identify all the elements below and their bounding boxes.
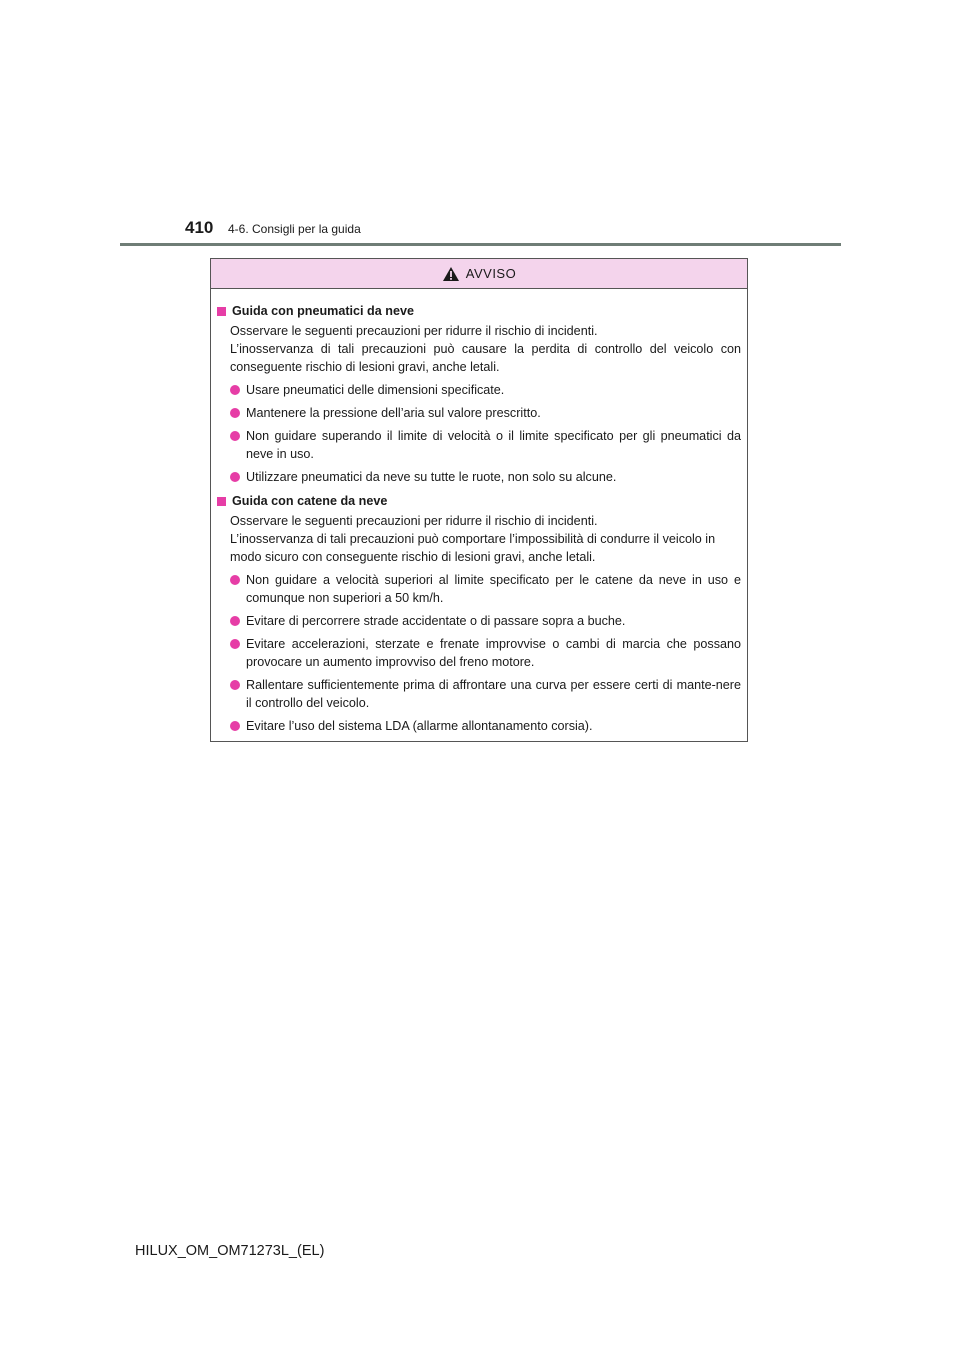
square-bullet-icon xyxy=(217,307,226,316)
section-heading-text: Guida con catene da neve xyxy=(232,494,388,508)
list-item xyxy=(217,404,741,422)
warning-body xyxy=(211,289,747,735)
warning-header xyxy=(211,259,747,289)
list-item xyxy=(217,468,741,486)
section-snow-tires xyxy=(217,302,741,486)
list-item-text: Evitare l’uso del sistema LDA (allarme allontanamento corsia). xyxy=(246,719,593,733)
list-item-text: Non guidare superando il limite di velocità o il limite specificato per gli pneumatici da neve in uso. xyxy=(246,429,741,461)
list-item xyxy=(217,427,741,463)
section-heading xyxy=(217,492,741,510)
list-item-text: Mantenere la pressione dell’aria sul valore prescritto. xyxy=(246,406,541,420)
section-title: 4-6. Consigli per la guida xyxy=(228,222,361,236)
list-item xyxy=(217,635,741,671)
section-heading-text: Guida con pneumatici da neve xyxy=(232,304,414,318)
section-heading xyxy=(217,302,741,320)
round-bullet-icon xyxy=(230,721,240,731)
square-bullet-icon xyxy=(217,497,226,506)
round-bullet-icon xyxy=(230,680,240,690)
list-item-text: Evitare di percorrere strade accidentate o di passare sopra a buche. xyxy=(246,614,626,628)
page-number: 410 xyxy=(185,218,214,237)
warning-box xyxy=(210,258,748,742)
list-item-text: Rallentare sufficientemente prima di affrontare una curva per essere certi di mante-nere il controllo del veicolo. xyxy=(246,678,741,710)
section-intro xyxy=(217,512,741,566)
intro-line: L’inosservanza di tali precauzioni può comportare l’impossibilità di condurre il veicolo in modo sicuro con conseguente rischio di lesioni gravi, anche letali. xyxy=(230,532,716,564)
section-intro xyxy=(217,322,741,376)
list-item-text: Non guidare a velocità superiori al limite specificato per le catene da neve in uso e comunque non superiori a 50 km/h. xyxy=(246,573,741,605)
list-item-text: Usare pneumatici delle dimensioni specificate. xyxy=(246,383,505,397)
section-snow-chains xyxy=(217,492,741,735)
footer-doc-code: HILUX_OM_OM71273L_(EL) xyxy=(135,1243,325,1259)
intro-line: Osservare le seguenti precauzioni per ridurre il rischio di incidenti. xyxy=(230,324,598,338)
list-item xyxy=(217,381,741,399)
list-item xyxy=(217,717,741,735)
round-bullet-icon xyxy=(230,408,240,418)
list-item-text: Utilizzare pneumatici da neve su tutte le ruote, non solo su alcune. xyxy=(246,470,617,484)
warning-triangle-icon xyxy=(442,266,460,282)
intro-line: L’inosservanza di tali precauzioni può causare la perdita di controllo del veicolo con conseguente rischio di lesioni gravi, anche letali. xyxy=(230,342,741,374)
list-item xyxy=(217,571,741,607)
warning-title: AVVISO xyxy=(465,266,517,281)
round-bullet-icon xyxy=(230,616,240,626)
list-item xyxy=(217,676,741,712)
round-bullet-icon xyxy=(230,431,240,441)
round-bullet-icon xyxy=(230,575,240,585)
round-bullet-icon xyxy=(230,385,240,395)
list-item xyxy=(217,612,741,630)
header-rule xyxy=(120,243,841,246)
intro-line: Osservare le seguenti precauzioni per ridurre il rischio di incidenti. xyxy=(230,514,598,528)
list-item-text: Evitare accelerazioni, sterzate e frenate improvvise o cambi di marcia che possano provocare un aumento improvviso del freno motore. xyxy=(246,637,741,669)
round-bullet-icon xyxy=(230,639,240,649)
round-bullet-icon xyxy=(230,472,240,482)
